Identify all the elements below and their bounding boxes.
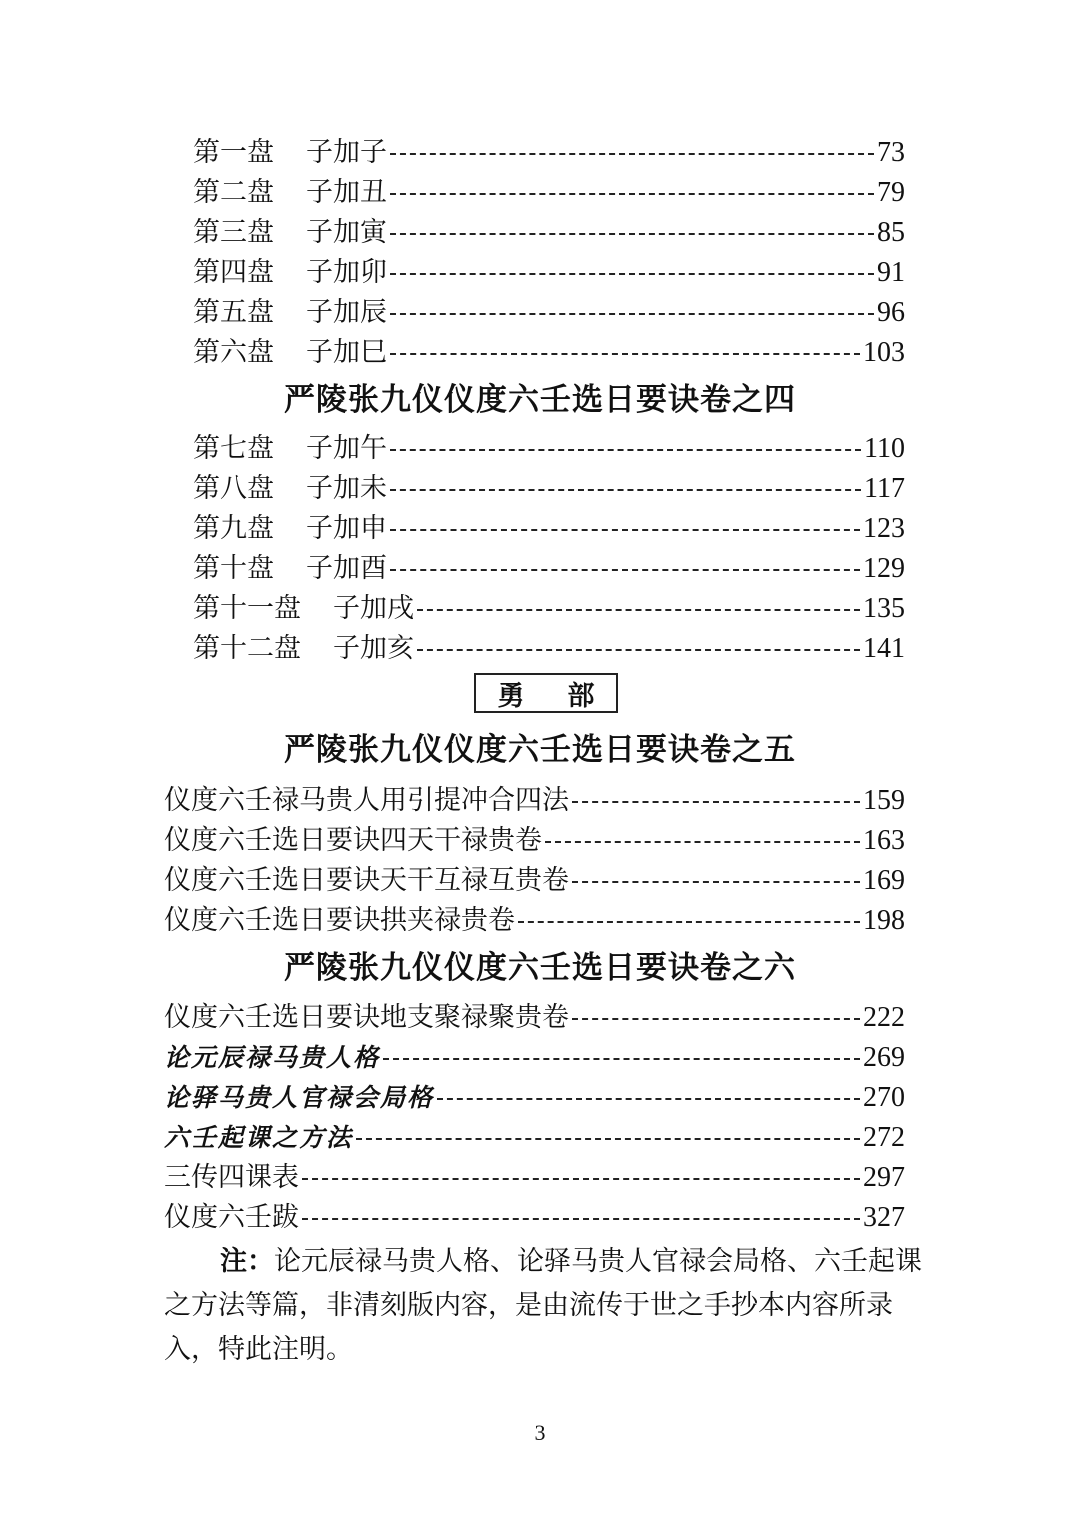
toc-entry-page: 198: [863, 905, 905, 936]
dot-leader: [390, 529, 860, 531]
toc-entry-number: 第五盘: [193, 297, 274, 328]
toc-entry: [193, 213, 905, 253]
toc-entry-page: 129: [863, 553, 905, 584]
toc-entry: [164, 1158, 905, 1198]
toc-entry: [193, 469, 905, 509]
toc-entry-title: 仪度六壬禄马贵人用引提冲合四法: [164, 785, 569, 816]
toc-entry-page: 117: [864, 473, 905, 504]
dot-leader: [383, 1058, 860, 1060]
toc-entry-page: 269: [863, 1042, 905, 1073]
part-label-right: 部: [567, 680, 595, 712]
toc-entry-page: 123: [863, 513, 905, 544]
toc-entry: [164, 901, 905, 941]
toc-entry-number: 第二盘: [193, 177, 274, 208]
dot-leader: [356, 1138, 860, 1140]
toc-entry-page: 110: [864, 433, 905, 464]
toc-entry: [193, 293, 905, 333]
dot-leader: [390, 273, 874, 275]
toc-entry-page: 270: [863, 1082, 905, 1113]
toc-entry: [193, 549, 905, 589]
toc-entry-page: 91: [877, 257, 905, 288]
toc-entry-number: 第四盘: [193, 257, 274, 288]
dot-leader: [390, 569, 860, 571]
toc-entry-number: 第十一盘: [193, 593, 301, 624]
toc-entry-page: 85: [877, 217, 905, 248]
toc-entry-title: 子加巳: [306, 337, 387, 368]
dot-leader: [572, 1018, 860, 1020]
toc-entry-number: 第一盘: [193, 137, 274, 168]
toc-entry-number: 第七盘: [193, 433, 274, 464]
part-label-left: 勇: [497, 680, 525, 712]
dot-leader: [390, 233, 874, 235]
dot-leader: [518, 921, 860, 923]
toc-entry-page: 163: [863, 825, 905, 856]
toc-entry-title: 论元辰禄马贵人格: [164, 1043, 381, 1072]
volume-heading: 严陵张九仪仪度六壬选日要诀卷之四: [284, 382, 796, 418]
toc-entry-page: 297: [863, 1162, 905, 1193]
toc-entry-page: 327: [863, 1202, 905, 1233]
toc-entry-number: 第十盘: [193, 553, 274, 584]
dot-leader: [390, 153, 874, 155]
dot-leader: [390, 193, 874, 195]
toc-entry-title: 子加亥: [333, 633, 414, 664]
toc-entry-page: 159: [863, 785, 905, 816]
toc-entry: [193, 253, 905, 293]
dot-leader: [545, 841, 860, 843]
toc-entry-title: 论驿马贵人官禄会局格: [164, 1083, 435, 1112]
toc-entry: [164, 821, 905, 861]
toc-entry-title: 子加申: [306, 513, 387, 544]
toc-entry: [164, 1078, 905, 1118]
note-text: 论元辰禄马贵人格、论驿马贵人官禄会局格、六壬起课之方法等篇，非清刻版内容，是由流传于世之手抄本内容所录入，特此注明。: [164, 1246, 922, 1365]
toc-entry-number: 第六盘: [193, 337, 274, 368]
toc-entry-title: 子加戌: [333, 593, 414, 624]
toc-entry: [193, 429, 905, 469]
dot-leader: [437, 1098, 860, 1100]
dot-leader: [572, 881, 860, 883]
toc-entry-title: 子加酉: [306, 553, 387, 584]
toc-entry-page: 222: [863, 1002, 905, 1033]
dot-leader: [390, 353, 860, 355]
dot-leader: [302, 1178, 860, 1180]
volume-heading: 严陵张九仪仪度六壬选日要诀卷之六: [284, 950, 796, 986]
toc-entry-page: 79: [877, 177, 905, 208]
dot-leader: [572, 801, 860, 803]
dot-leader: [390, 489, 861, 491]
toc-entry-page: 96: [877, 297, 905, 328]
toc-entry: [164, 1118, 905, 1158]
page-number: 3: [534, 1420, 546, 1445]
dot-leader: [390, 313, 874, 315]
toc-entry-title: 子加未: [306, 473, 387, 504]
toc-entry: [164, 781, 905, 821]
toc-entry: [193, 629, 905, 669]
volume-heading: 严陵张九仪仪度六壬选日要诀卷之五: [284, 732, 796, 768]
toc-entry: [164, 1198, 905, 1238]
toc-entry: [193, 589, 905, 629]
toc-entry-title: 子加卯: [306, 257, 387, 288]
toc-entry-title: 六壬起课之方法: [164, 1123, 354, 1152]
dot-leader: [390, 449, 861, 451]
toc-entry-title: 子加午: [306, 433, 387, 464]
toc-entry-number: 第九盘: [193, 513, 274, 544]
toc-entry-title: 仪度六壬选日要诀天干互禄互贵卷: [164, 865, 569, 896]
toc-entry-page: 272: [863, 1122, 905, 1153]
toc-entry-title: 仪度六壬选日要诀地支聚禄聚贵卷: [164, 1002, 569, 1033]
toc-entry-title: 三传四课表: [164, 1162, 299, 1193]
toc-entry-title: 仪度六壬选日要诀四天干禄贵卷: [164, 825, 542, 856]
toc-entry: [193, 509, 905, 549]
dot-leader: [417, 609, 860, 611]
toc-entry-page: 73: [877, 137, 905, 168]
toc-entry: [193, 333, 905, 373]
toc-entry-number: 第十二盘: [193, 633, 301, 664]
toc-entry: [164, 1038, 905, 1078]
dot-leader: [417, 649, 860, 651]
toc-entry-number: 第三盘: [193, 217, 274, 248]
toc-entry: [164, 998, 905, 1038]
toc-entry-title: 子加寅: [306, 217, 387, 248]
toc-entry-title: 子加辰: [306, 297, 387, 328]
toc-entry-title: 仪度六壬选日要诀拱夹禄贵卷: [164, 905, 515, 936]
part-label-box: [474, 673, 618, 713]
toc-entry: [193, 173, 905, 213]
toc-entry-page: 135: [863, 593, 905, 624]
toc-entry-title: 子加子: [306, 137, 387, 168]
toc-entry-page: 169: [863, 865, 905, 896]
toc-entry: [164, 861, 905, 901]
dot-leader: [302, 1218, 860, 1220]
toc-entry: [193, 133, 905, 173]
footnote: [164, 1240, 924, 1372]
toc-entry-title: 仪度六壬跋: [164, 1202, 299, 1233]
toc-entry-title: 子加丑: [306, 177, 387, 208]
toc-entry-number: 第八盘: [193, 473, 274, 504]
toc-entry-page: 103: [863, 337, 905, 368]
note-label: 注：: [220, 1246, 274, 1277]
toc-entry-page: 141: [863, 633, 905, 664]
